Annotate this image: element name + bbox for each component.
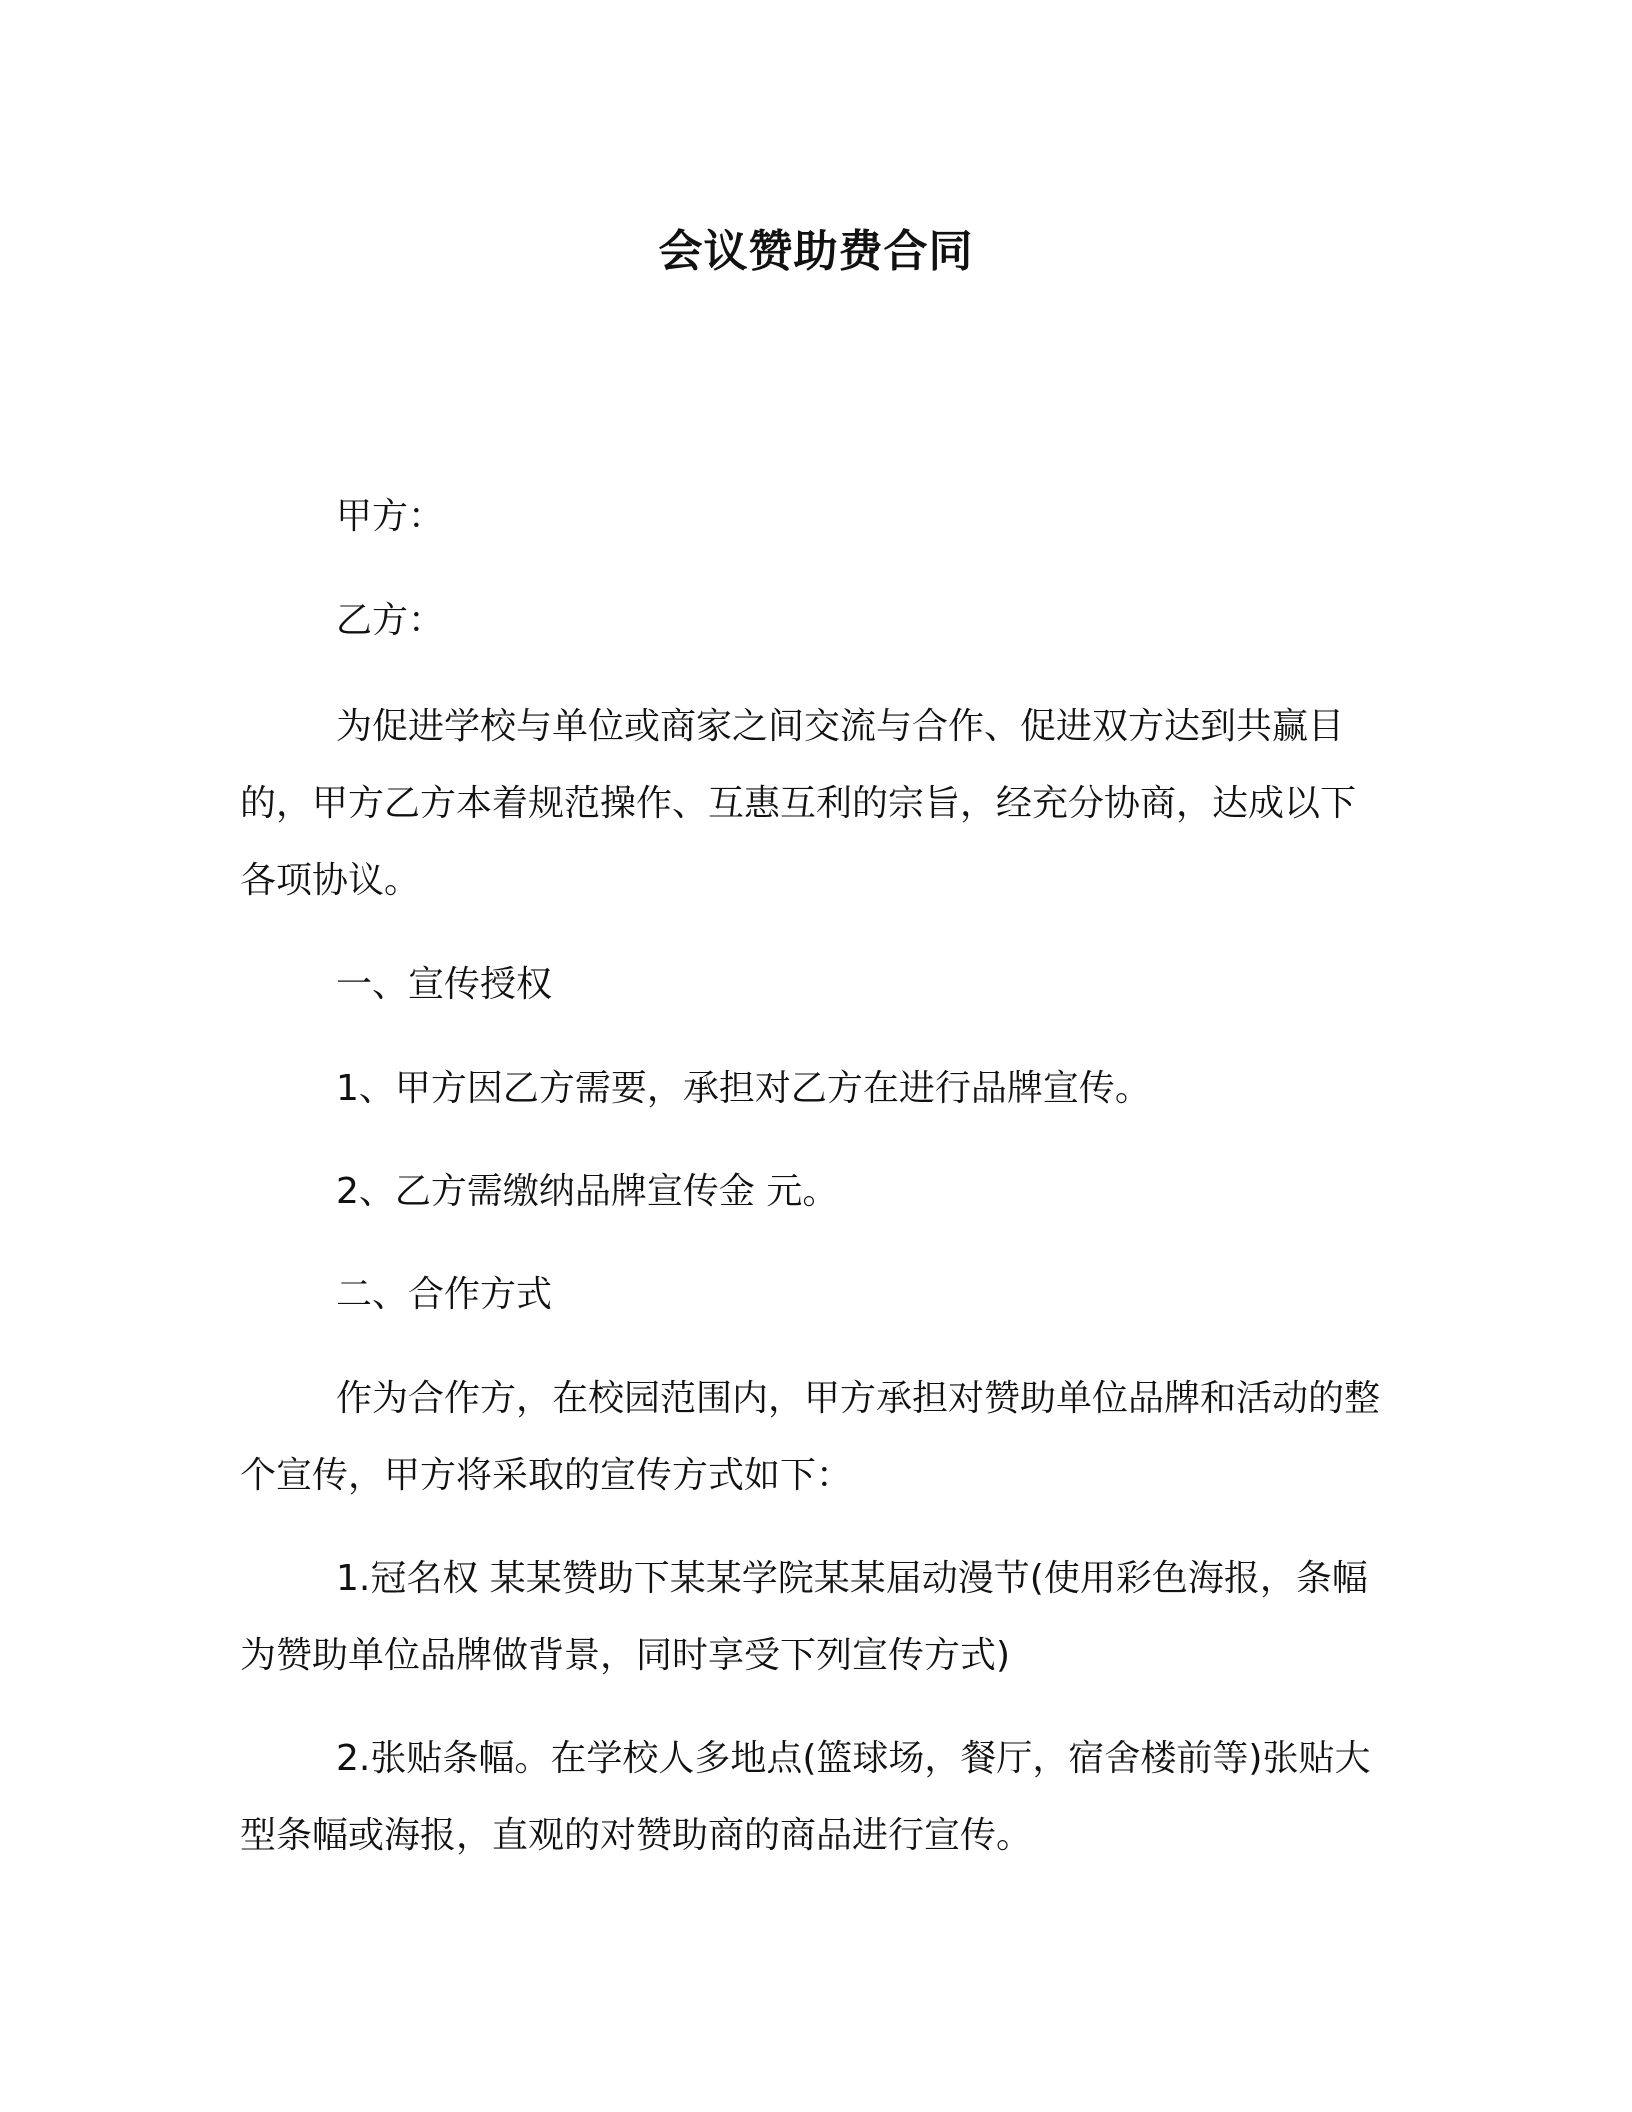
promotion-item-2: 2.张贴条幅。在学校人多地点(篮球场，餐厅，宿舍楼前等)张贴大型条幅或海报，直观的对赞助商的商品进行宣传。 xyxy=(240,1738,1371,1856)
contract-title: 会议赞助费合同 xyxy=(658,226,974,277)
party-b-line: 乙方： xyxy=(336,600,445,641)
clause-1: 1、甲方因乙方需要，承担对乙方在进行品牌宣传。 xyxy=(336,1068,1151,1109)
section-2-heading: 二、合作方式 xyxy=(336,1274,553,1315)
promotion-item-1: 1.冠名权 某某赞助下某某学院某某届动漫节(使用彩色海报，条幅为赞助单位品牌做背景，同时享受下列宣传方式) xyxy=(240,1558,1368,1676)
party-a-line: 甲方： xyxy=(336,496,445,537)
intro-paragraph: 为促进学校与单位或商家之间交流与合作、促进双方达到共赢目的，甲方乙方本着规范操作、互惠互利的宗旨，经充分协商，达成以下各项协议。 xyxy=(240,706,1357,901)
cooperation-intro: 作为合作方，在校园范围内，甲方承担对赞助单位品牌和活动的整个宣传，甲方将采取的宣传方式如下： xyxy=(240,1378,1381,1496)
section-1-heading: 一、宣传授权 xyxy=(336,964,553,1005)
clause-2: 2、乙方需缴纳品牌宣传金 元。 xyxy=(336,1171,839,1212)
